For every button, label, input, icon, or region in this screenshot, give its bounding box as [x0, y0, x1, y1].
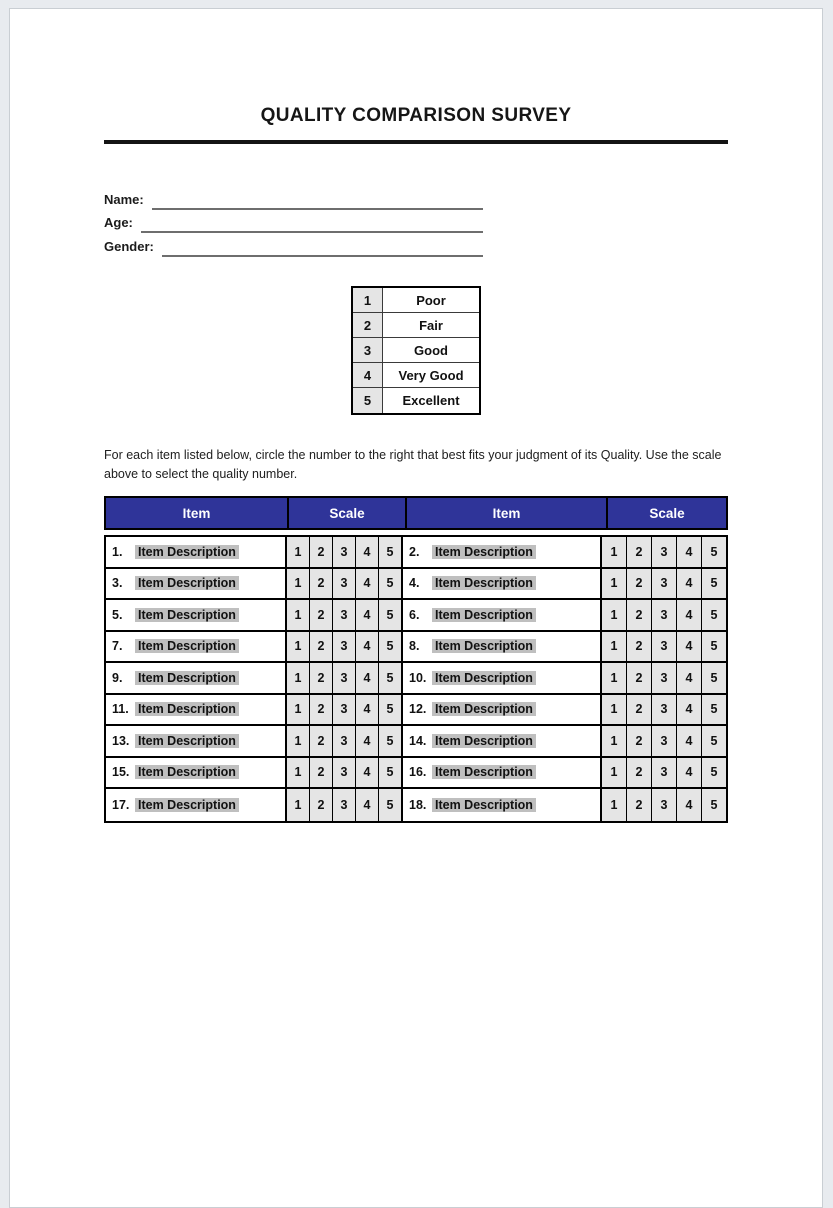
- scale-option-2[interactable]: 2: [310, 758, 333, 788]
- item-cell-right: [403, 600, 602, 630]
- scale-option-2[interactable]: 2: [627, 632, 652, 662]
- scale-option-2[interactable]: 2: [310, 726, 333, 756]
- title-rule: [104, 140, 728, 144]
- item-number: 16.: [409, 765, 427, 780]
- item-description-field[interactable]: Item Description: [135, 765, 239, 779]
- scale-option-2[interactable]: 2: [627, 758, 652, 788]
- scale-option-5[interactable]: 5: [379, 600, 401, 630]
- scale-option-5[interactable]: 5: [379, 789, 401, 821]
- scale-option-5[interactable]: 5: [379, 726, 401, 756]
- scale-option-3[interactable]: 3: [333, 600, 356, 630]
- scale-option-4[interactable]: 4: [677, 758, 702, 788]
- item-cell-right: [403, 569, 602, 599]
- rating-scale-row: [353, 288, 479, 313]
- scale-option-1[interactable]: 1: [287, 789, 310, 821]
- item-cell-right: [403, 789, 602, 821]
- header-cell-item-right: Item: [407, 498, 608, 528]
- item-number: 12.: [409, 702, 427, 717]
- scale-option-4[interactable]: 4: [677, 663, 702, 693]
- survey-row: [106, 758, 726, 790]
- scale-options-left: [287, 569, 403, 599]
- item-cell-right: [403, 758, 602, 788]
- age-field-row: [104, 210, 483, 234]
- item-description-field[interactable]: Item Description: [135, 734, 239, 748]
- scale-option-3[interactable]: 3: [652, 726, 677, 756]
- scale-options-right: [602, 632, 726, 662]
- scale-option-4[interactable]: 4: [677, 726, 702, 756]
- item-number: 7.: [112, 639, 123, 654]
- rating-value-cell: 3: [353, 338, 383, 362]
- scale-option-2[interactable]: 2: [310, 789, 333, 821]
- header-cell-scale-right: Scale: [608, 498, 726, 528]
- survey-table-header: [104, 496, 728, 530]
- name-label: Name:: [104, 191, 144, 207]
- item-cell-right: [403, 695, 602, 725]
- scale-option-1[interactable]: 1: [287, 632, 310, 662]
- scale-option-3[interactable]: 3: [333, 726, 356, 756]
- scale-option-2[interactable]: 2: [627, 600, 652, 630]
- scale-option-1[interactable]: 1: [287, 537, 310, 567]
- item-number: 8.: [409, 639, 420, 654]
- item-number: 14.: [409, 733, 427, 748]
- scale-option-5[interactable]: 5: [379, 537, 401, 567]
- scale-option-4[interactable]: 4: [356, 789, 379, 821]
- survey-row: [106, 537, 726, 569]
- scale-option-1[interactable]: 1: [602, 726, 627, 756]
- scale-option-1[interactable]: 1: [602, 789, 627, 821]
- item-cell-left: [106, 726, 287, 756]
- scale-option-3[interactable]: 3: [333, 789, 356, 821]
- rating-value-cell: 2: [353, 313, 383, 337]
- scale-options-left: [287, 726, 403, 756]
- rating-scale-table: [351, 286, 481, 415]
- scale-option-3[interactable]: 3: [652, 758, 677, 788]
- scale-options-right: [602, 726, 726, 756]
- scale-options-right: [602, 695, 726, 725]
- scale-option-2[interactable]: 2: [627, 537, 652, 567]
- scale-option-2[interactable]: 2: [627, 695, 652, 725]
- scale-option-1[interactable]: 1: [602, 600, 627, 630]
- rating-label-cell: Excellent: [402, 393, 460, 408]
- gender-field-row: [104, 233, 483, 257]
- age-input-line[interactable]: [141, 217, 483, 233]
- scale-option-5[interactable]: 5: [702, 569, 726, 599]
- scale-option-1[interactable]: 1: [602, 537, 627, 567]
- scale-option-4[interactable]: 4: [677, 789, 702, 821]
- gender-input-line[interactable]: [162, 241, 483, 257]
- scale-option-1[interactable]: 1: [602, 632, 627, 662]
- scale-option-3[interactable]: 3: [333, 569, 356, 599]
- scale-option-2[interactable]: 2: [627, 663, 652, 693]
- survey-row: [106, 569, 726, 601]
- scale-option-5[interactable]: 5: [702, 726, 726, 756]
- item-description-field[interactable]: Item Description: [135, 671, 239, 685]
- item-description-field[interactable]: Item Description: [432, 639, 536, 653]
- scale-option-1[interactable]: 1: [602, 663, 627, 693]
- rating-value-cell: 4: [353, 363, 383, 387]
- scale-option-4[interactable]: 4: [356, 726, 379, 756]
- item-number: 17.: [112, 797, 130, 812]
- scale-option-4[interactable]: 4: [677, 600, 702, 630]
- scale-option-4[interactable]: 4: [356, 695, 379, 725]
- survey-row: [106, 695, 726, 727]
- scale-option-4[interactable]: 4: [356, 663, 379, 693]
- scale-option-4[interactable]: 4: [356, 632, 379, 662]
- scale-option-5[interactable]: 5: [702, 632, 726, 662]
- scale-option-3[interactable]: 3: [333, 663, 356, 693]
- scale-option-1[interactable]: 1: [602, 569, 627, 599]
- rating-value-cell: 1: [353, 288, 383, 312]
- scale-options-left: [287, 758, 403, 788]
- scale-option-2[interactable]: 2: [310, 537, 333, 567]
- scale-option-1[interactable]: 1: [287, 695, 310, 725]
- gender-label: Gender:: [104, 238, 154, 254]
- scale-options-right: [602, 569, 726, 599]
- item-description-field[interactable]: Item Description: [432, 576, 536, 590]
- header-cell-scale-left: Scale: [289, 498, 407, 528]
- scale-option-1[interactable]: 1: [287, 569, 310, 599]
- item-number: 13.: [112, 733, 130, 748]
- page-title: QUALITY COMPARISON SURVEY: [260, 105, 572, 126]
- item-cell-right: [403, 663, 602, 693]
- scale-option-3[interactable]: 3: [333, 695, 356, 725]
- rating-label-cell: Fair: [419, 317, 443, 333]
- item-number: 5.: [112, 607, 123, 622]
- rating-value-cell: 5: [353, 388, 383, 413]
- header-cell-item-left: Item: [106, 498, 289, 528]
- item-number: 11.: [112, 702, 129, 717]
- item-cell-right: [403, 726, 602, 756]
- rating-scale-row: [353, 363, 479, 388]
- scale-option-3[interactable]: 3: [333, 537, 356, 567]
- rating-scale-row: [353, 388, 479, 413]
- scale-option-3[interactable]: 3: [652, 632, 677, 662]
- survey-table-body: [104, 535, 728, 823]
- scale-option-5[interactable]: 5: [702, 663, 726, 693]
- scale-option-3[interactable]: 3: [652, 537, 677, 567]
- scale-options-left: [287, 695, 403, 725]
- scale-option-1[interactable]: 1: [287, 600, 310, 630]
- item-description-field[interactable]: Item Description: [135, 798, 239, 812]
- rating-label-cell: Good: [414, 342, 448, 358]
- survey-row: [106, 600, 726, 632]
- scale-options-left: [287, 663, 403, 693]
- scale-option-5[interactable]: 5: [379, 632, 401, 662]
- scale-option-1[interactable]: 1: [602, 695, 627, 725]
- item-cell-left: [106, 600, 287, 630]
- item-description-field[interactable]: Item Description: [432, 798, 536, 812]
- item-cell-left: [106, 789, 287, 821]
- rating-label-cell: Very Good: [398, 367, 464, 383]
- name-field-row: [104, 186, 483, 210]
- scale-option-3[interactable]: 3: [652, 789, 677, 821]
- survey-row: [106, 663, 726, 695]
- item-description-field[interactable]: Item Description: [135, 702, 239, 716]
- item-number: 18.: [409, 797, 427, 812]
- scale-option-5[interactable]: 5: [379, 758, 401, 788]
- document-page: [9, 8, 823, 1208]
- scale-option-4[interactable]: 4: [356, 758, 379, 788]
- item-number: 15.: [112, 765, 130, 780]
- scale-option-3[interactable]: 3: [333, 632, 356, 662]
- item-description-field[interactable]: Item Description: [135, 545, 239, 559]
- item-cell-left: [106, 632, 287, 662]
- scale-option-3[interactable]: 3: [652, 663, 677, 693]
- scale-option-4[interactable]: 4: [677, 569, 702, 599]
- scale-option-2[interactable]: 2: [310, 632, 333, 662]
- item-number: 10.: [409, 670, 427, 685]
- item-description-field[interactable]: Item Description: [432, 608, 536, 622]
- scale-option-5[interactable]: 5: [702, 695, 726, 725]
- scale-option-5[interactable]: 5: [379, 695, 401, 725]
- scale-option-5[interactable]: 5: [702, 789, 726, 821]
- item-cell-right: [403, 537, 602, 567]
- survey-row: [106, 789, 726, 821]
- item-cell-left: [106, 537, 287, 567]
- scale-option-5[interactable]: 5: [379, 569, 401, 599]
- item-number: 4.: [409, 576, 420, 591]
- item-number: 6.: [409, 607, 420, 622]
- item-description-field[interactable]: Item Description: [135, 639, 239, 653]
- scale-option-2[interactable]: 2: [310, 600, 333, 630]
- scale-option-4[interactable]: 4: [356, 569, 379, 599]
- rating-label-cell: Poor: [416, 292, 446, 308]
- scale-option-4[interactable]: 4: [356, 600, 379, 630]
- scale-option-5[interactable]: 5: [702, 537, 726, 567]
- item-cell-left: [106, 758, 287, 788]
- scale-option-2[interactable]: 2: [627, 569, 652, 599]
- scale-option-1[interactable]: 1: [287, 758, 310, 788]
- item-description-field[interactable]: Item Description: [135, 576, 239, 590]
- scale-option-2[interactable]: 2: [627, 789, 652, 821]
- item-description-field[interactable]: Item Description: [432, 545, 536, 559]
- scale-options-right: [602, 537, 726, 567]
- scale-option-4[interactable]: 4: [677, 695, 702, 725]
- scale-options-left: [287, 632, 403, 662]
- item-number: 3.: [112, 576, 123, 591]
- rating-scale-row: [353, 313, 479, 338]
- scale-options-right: [602, 789, 726, 821]
- survey-row: [106, 726, 726, 758]
- rating-scale-row: [353, 338, 479, 363]
- item-description-field[interactable]: Item Description: [432, 702, 536, 716]
- scale-option-5[interactable]: 5: [379, 663, 401, 693]
- scale-option-5[interactable]: 5: [702, 758, 726, 788]
- scale-options-left: [287, 600, 403, 630]
- item-number: 9.: [112, 670, 123, 685]
- scale-option-5[interactable]: 5: [702, 600, 726, 630]
- item-cell-left: [106, 695, 287, 725]
- age-label: Age:: [104, 215, 133, 230]
- item-number: 2.: [409, 544, 420, 559]
- scale-option-1[interactable]: 1: [287, 663, 310, 693]
- scale-option-1[interactable]: 1: [602, 758, 627, 788]
- scale-option-4[interactable]: 4: [356, 537, 379, 567]
- item-cell-left: [106, 569, 287, 599]
- scale-option-3[interactable]: 3: [652, 569, 677, 599]
- item-number: 1.: [112, 544, 123, 559]
- scale-option-3[interactable]: 3: [652, 600, 677, 630]
- item-description-field[interactable]: Item Description: [432, 671, 536, 685]
- scale-option-2[interactable]: 2: [310, 569, 333, 599]
- scale-option-2[interactable]: 2: [627, 726, 652, 756]
- item-description-field[interactable]: Item Description: [135, 608, 239, 622]
- item-cell-left: [106, 663, 287, 693]
- item-cell-right: [403, 632, 602, 662]
- scale-options-right: [602, 758, 726, 788]
- scale-option-4[interactable]: 4: [677, 632, 702, 662]
- demographic-fields: [104, 186, 483, 257]
- scale-options-left: [287, 537, 403, 567]
- scale-options-right: [602, 600, 726, 630]
- item-description-field[interactable]: Item Description: [432, 734, 536, 748]
- scale-options-left: [287, 789, 403, 821]
- scale-option-1[interactable]: 1: [287, 726, 310, 756]
- name-input-line[interactable]: [152, 194, 483, 210]
- item-description-field[interactable]: Item Description: [432, 765, 536, 779]
- scale-option-4[interactable]: 4: [677, 537, 702, 567]
- scale-options-right: [602, 663, 726, 693]
- scale-option-2[interactable]: 2: [310, 695, 333, 725]
- scale-option-3[interactable]: 3: [333, 758, 356, 788]
- instructions-text: For each item listed below, circle the number to the right that best fits your judgment of its Quality. Use the scale above to select the quality number.: [104, 448, 722, 481]
- survey-row: [106, 632, 726, 664]
- scale-option-2[interactable]: 2: [310, 663, 333, 693]
- scale-option-3[interactable]: 3: [652, 695, 677, 725]
